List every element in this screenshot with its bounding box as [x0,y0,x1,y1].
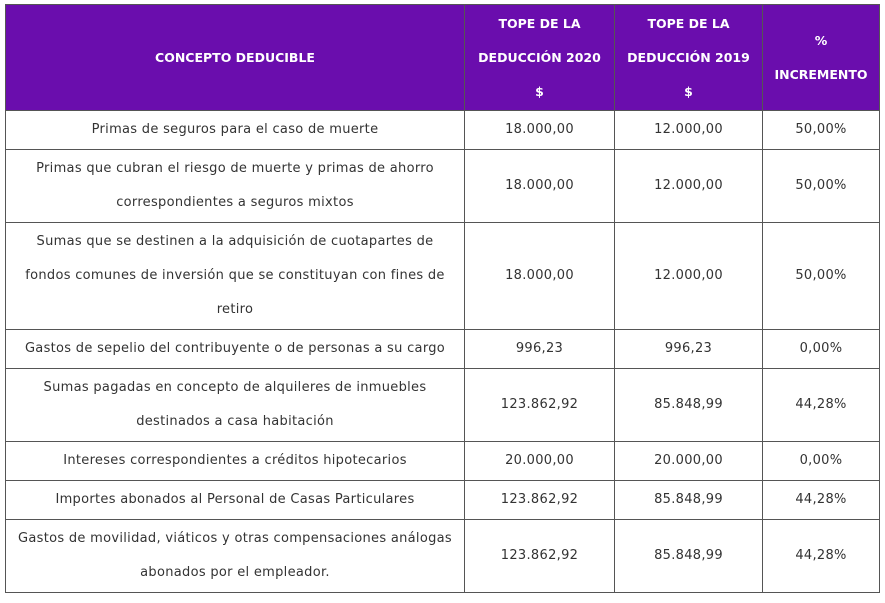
header-tope-2020: TOPE DE LA DEDUCCIÓN 2020 $ [465,5,615,111]
concept-cell: Gastos de movilidad, viáticos y otras compensaciones análogas abonados por el empleador. [6,520,465,593]
concept-cell: Sumas pagadas en concepto de alquileres de inmuebles destinados a casa habitación [6,369,465,442]
deductions-table [5,4,880,593]
value-2020-cell: 20.000,00 [465,442,615,481]
table-row [6,330,880,369]
increment-cell: 44,28% [763,369,880,442]
value-2019-cell: 85.848,99 [615,369,763,442]
value-2020-cell: 18.000,00 [465,223,615,330]
value-2020-cell: 996,23 [465,330,615,369]
increment-cell: 0,00% [763,442,880,481]
table-row [6,481,880,520]
value-2019-cell: 85.848,99 [615,481,763,520]
value-2019-cell: 996,23 [615,330,763,369]
table-row [6,442,880,481]
value-2020-cell: 123.862,92 [465,481,615,520]
increment-cell: 44,28% [763,481,880,520]
concept-cell: Gastos de sepelio del contribuyente o de personas a su cargo [6,330,465,369]
header-row [6,5,880,111]
value-2020-cell: 123.862,92 [465,369,615,442]
increment-cell: 0,00% [763,330,880,369]
value-2019-cell: 12.000,00 [615,111,763,150]
concept-cell: Primas que cubran el riesgo de muerte y primas de ahorro correspondientes a seguros mixtos [6,150,465,223]
value-2019-cell: 85.848,99 [615,520,763,593]
increment-cell: 50,00% [763,150,880,223]
value-2019-cell: 12.000,00 [615,150,763,223]
increment-cell: 50,00% [763,223,880,330]
table-row [6,369,880,442]
increment-cell: 50,00% [763,111,880,150]
concept-cell: Intereses correspondientes a créditos hipotecarios [6,442,465,481]
value-2019-cell: 20.000,00 [615,442,763,481]
header-concept: CONCEPTO DEDUCIBLE [6,5,465,111]
value-2019-cell: 12.000,00 [615,223,763,330]
increment-cell: 44,28% [763,520,880,593]
concept-cell: Primas de seguros para el caso de muerte [6,111,465,150]
table-row [6,223,880,330]
value-2020-cell: 18.000,00 [465,111,615,150]
concept-cell: Sumas que se destinen a la adquisición de cuotapartes de fondos comunes de inversión que se constituyan con fines de retiro [6,223,465,330]
value-2020-cell: 18.000,00 [465,150,615,223]
value-2020-cell: 123.862,92 [465,520,615,593]
table-row [6,520,880,593]
table-row [6,111,880,150]
table-row [6,150,880,223]
header-increment: % INCREMENTO [763,5,880,111]
header-tope-2019: TOPE DE LA DEDUCCIÓN 2019 $ [615,5,763,111]
concept-cell: Importes abonados al Personal de Casas Particulares [6,481,465,520]
